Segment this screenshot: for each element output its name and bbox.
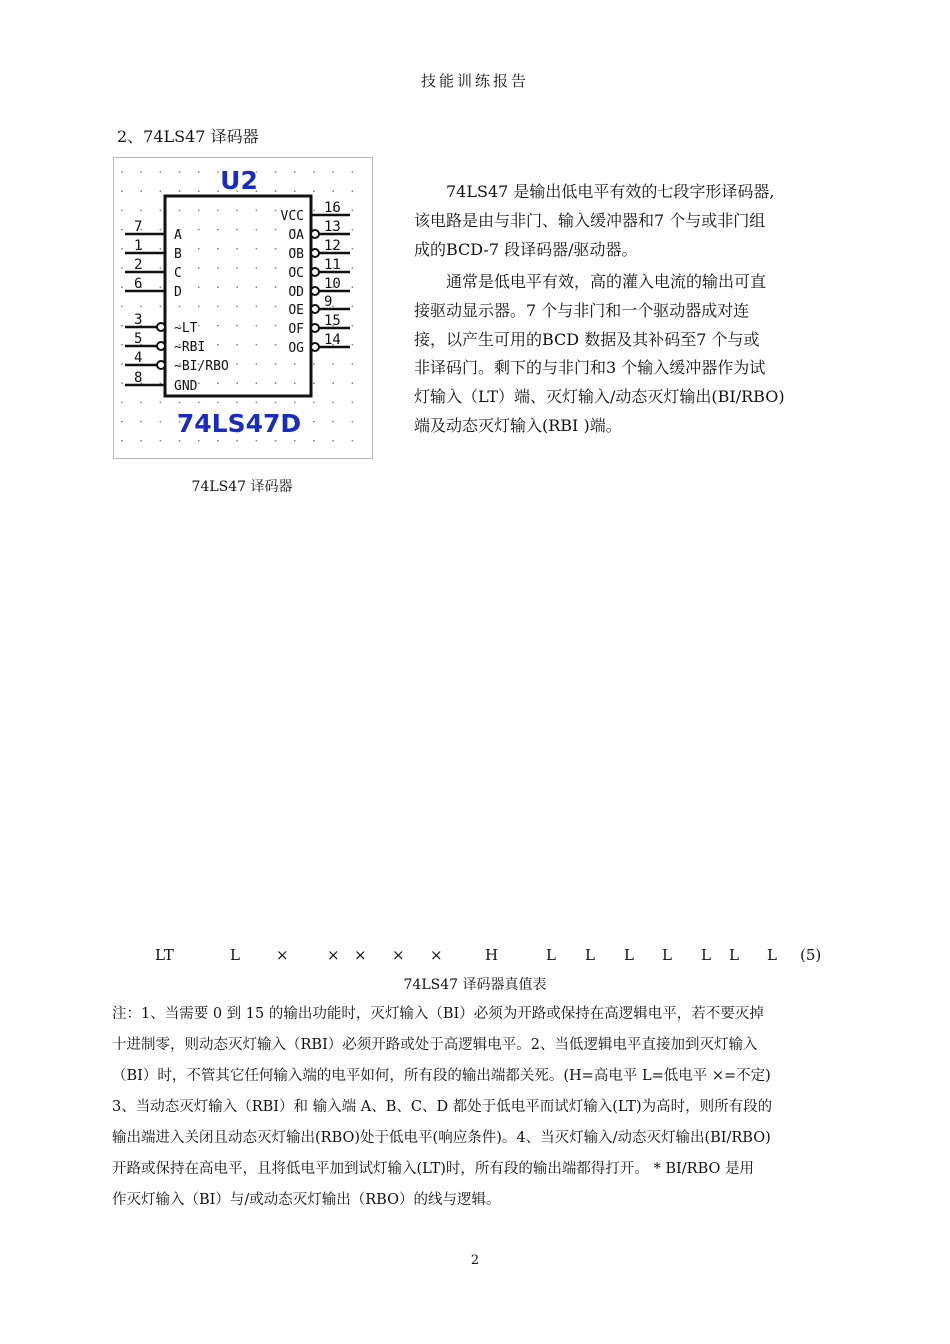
description-line: 接驱动显示器。7 个与非门和一个驱动器成对连: [414, 300, 750, 320]
grid-dot: [275, 402, 277, 404]
grid-dot: [256, 306, 258, 308]
grid-dot: [332, 363, 334, 365]
grid-dot: [198, 306, 200, 308]
grid-dot: [121, 344, 123, 346]
pin-label: ~RBI: [174, 340, 206, 355]
figure-caption: 74LS47 译码器: [191, 479, 293, 495]
grid-dot: [217, 210, 219, 212]
ic-part-number-label: 74LS47D: [176, 409, 302, 438]
grid-dot: [121, 267, 123, 269]
inversion-bubble: [311, 343, 319, 351]
grid-dot: [179, 402, 181, 404]
pin-label: OC: [288, 266, 304, 281]
description-line: 灯输入（LT）端、灭灯输入/动态灭灯输出(BI/RBO): [414, 387, 785, 407]
grid-dot: [256, 440, 258, 442]
grid-dot: [121, 190, 123, 192]
pin-label: C: [174, 266, 182, 281]
inversion-bubble: [157, 361, 165, 369]
grid-dot: [160, 440, 162, 442]
description-paragraph-2: [414, 268, 844, 441]
grid-dot: [217, 344, 219, 346]
grid-dot: [275, 440, 277, 442]
grid-dot: [352, 382, 354, 384]
pin-label: OB: [288, 247, 304, 262]
notes-line: （BI）时，不管其它任何输入端的电平如何，所有段的输出端都关死。(H=高电平 L=低电平 ×=不定): [112, 1068, 771, 1084]
grid-dot: [275, 306, 277, 308]
notes-line: 3、当动态灭灯输入（RBI）和 输入端 A、B、C、D 都处于低电平而试灯输入(LT)为高时，则所有段的: [112, 1099, 773, 1115]
pin-label: OE: [288, 303, 304, 318]
pin-label: ~LT: [174, 321, 198, 336]
grid-dot: [332, 440, 334, 442]
grid-dot: [332, 171, 334, 173]
pin-number: 10: [324, 276, 341, 292]
grid-dot: [256, 402, 258, 404]
grid-dot: [352, 267, 354, 269]
grid-dot: [275, 325, 277, 327]
pin-number: 11: [324, 257, 341, 273]
grid-dot: [294, 382, 296, 384]
grid-dot: [198, 382, 200, 384]
grid-dot: [140, 306, 142, 308]
grid-dot: [275, 229, 277, 231]
grid-dot: [121, 421, 123, 423]
grid-dot: [352, 210, 354, 212]
grid-dot: [179, 306, 181, 308]
grid-dot: [275, 286, 277, 288]
grid-dot: [236, 286, 238, 288]
grid-dot: [217, 402, 219, 404]
grid-dot: [198, 248, 200, 250]
grid-dot: [160, 421, 162, 423]
grid-dot: [352, 190, 354, 192]
grid-dot: [160, 210, 162, 212]
grid-dot: [217, 171, 219, 173]
grid-dot: [160, 248, 162, 250]
grid-dot: [160, 267, 162, 269]
grid-dot: [236, 402, 238, 404]
truth-table-cell: L: [729, 946, 739, 964]
grid-dot: [121, 171, 123, 173]
grid-dot: [236, 248, 238, 250]
description-line: 端及动态灭灯输入(RBI )端。: [414, 415, 622, 435]
grid-dot: [352, 248, 354, 250]
grid-dot: [236, 363, 238, 365]
grid-dot: [256, 248, 258, 250]
grid-dot: [236, 267, 238, 269]
pin-number: 5: [134, 331, 143, 347]
grid-dot: [256, 363, 258, 365]
grid-dot: [217, 190, 219, 192]
truth-table-cell: L: [701, 946, 711, 964]
pin-number: 6: [134, 276, 143, 292]
grid-dot: [160, 229, 162, 231]
grid-dot: [236, 382, 238, 384]
grid-dot: [332, 421, 334, 423]
grid-dot: [275, 248, 277, 250]
truth-table-cell: (5): [800, 946, 822, 964]
pin-number: 13: [324, 219, 341, 235]
grid-dot: [198, 440, 200, 442]
grid-dot: [352, 286, 354, 288]
grid-dot: [256, 325, 258, 327]
inversion-bubble: [311, 249, 319, 257]
pin-label: A: [174, 228, 182, 243]
grid-dot: [217, 382, 219, 384]
grid-dot: [236, 325, 238, 327]
grid-dot: [352, 363, 354, 365]
grid-dot: [294, 402, 296, 404]
grid-dot: [121, 440, 123, 442]
grid-dot: [275, 210, 277, 212]
truth-table-cell: H: [485, 946, 499, 964]
grid-dot: [198, 325, 200, 327]
pin-number: 9: [324, 294, 333, 310]
grid-dot: [313, 440, 315, 442]
truth-table-cell: LT: [155, 946, 174, 964]
grid-dot: [121, 363, 123, 365]
grid-dot: [294, 363, 296, 365]
pin-label: GND: [174, 379, 198, 394]
grid-dot: [236, 440, 238, 442]
grid-dot: [198, 190, 200, 192]
notes-line: 十进制零，则动态灭灯输入（RBI）必须开路或处于高逻辑电平。2、当低逻辑电平直接加到灭灯输入: [112, 1037, 758, 1053]
description-line: 非译码门。剩下的与非门和3 个输入缓冲器作为试: [414, 358, 766, 378]
inversion-bubble: [311, 230, 319, 238]
grid-dot: [256, 382, 258, 384]
truth-table-cell: ×: [392, 946, 405, 964]
grid-dot: [179, 190, 181, 192]
grid-dot: [275, 344, 277, 346]
grid-dot: [256, 229, 258, 231]
grid-dot: [236, 210, 238, 212]
truth-table-cell: ×: [327, 946, 340, 964]
grid-dot: [217, 325, 219, 327]
pin-label: OA: [288, 228, 304, 243]
grid-dot: [121, 229, 123, 231]
pin-number: 16: [324, 200, 341, 216]
truth-table-cell: L: [624, 946, 634, 964]
grid-dot: [313, 382, 315, 384]
ic-schematic-figure: [113, 157, 373, 459]
truth-table-cell: L: [546, 946, 556, 964]
page-number: 2: [470, 1253, 480, 1268]
pin-label: VCC: [280, 209, 304, 224]
inversion-bubble: [311, 305, 319, 313]
grid-dot: [313, 210, 315, 212]
grid-dot: [198, 402, 200, 404]
pin-label: OD: [288, 285, 304, 300]
grid-dot: [121, 248, 123, 250]
truth-table-cell: L: [230, 946, 240, 964]
grid-dot: [198, 210, 200, 212]
grid-dot: [217, 286, 219, 288]
grid-dot: [313, 171, 315, 173]
inversion-bubble: [311, 324, 319, 332]
description-line: 74LS47 是输出低电平有效的七段字形译码器,: [446, 182, 775, 201]
grid-dot: [217, 267, 219, 269]
grid-dot: [236, 306, 238, 308]
grid-dot: [179, 210, 181, 212]
grid-dot: [294, 190, 296, 192]
grid-dot: [121, 382, 123, 384]
pin-number: 4: [134, 350, 143, 366]
grid-dot: [217, 306, 219, 308]
grid-dot: [121, 286, 123, 288]
description-line: 通常是低电平有效，高的灌入电流的输出可直: [446, 272, 767, 291]
truth-table-cell: ×: [354, 946, 367, 964]
pin-label: B: [174, 247, 182, 262]
grid-dot: [352, 440, 354, 442]
pin-number: 1: [134, 238, 143, 254]
pin-label: ~BI/RBO: [174, 359, 229, 374]
grid-dot: [140, 440, 142, 442]
grid-dot: [352, 402, 354, 404]
grid-dot: [256, 344, 258, 346]
pin-label: D: [174, 285, 182, 300]
grid-dot: [256, 210, 258, 212]
grid-dot: [294, 440, 296, 442]
grid-dot: [332, 382, 334, 384]
grid-dot: [352, 421, 354, 423]
grid-dot: [352, 171, 354, 173]
grid-dot: [160, 286, 162, 288]
grid-dot: [332, 306, 334, 308]
grid-dot: [121, 325, 123, 327]
description-line: 该电路是由与非门、输入缓冲器和7 个与或非门组: [414, 210, 766, 230]
grid-dot: [352, 325, 354, 327]
notes-line: 开路或保持在高电平，且将低电平加到试灯输入(LT)时，所有段的输出端都得打开。 * BI/RBO 是用: [112, 1161, 755, 1177]
grid-dot: [198, 286, 200, 288]
grid-dot: [352, 344, 354, 346]
grid-dot: [294, 171, 296, 173]
grid-dot: [179, 440, 181, 442]
grid-dot: [275, 267, 277, 269]
grid-dot: [140, 402, 142, 404]
grid-dot: [140, 171, 142, 173]
grid-dot: [275, 190, 277, 192]
grid-dot: [313, 363, 315, 365]
grid-dot: [275, 363, 277, 365]
pin-number: 12: [324, 238, 341, 254]
inversion-bubble: [311, 287, 319, 295]
pin-label: OG: [288, 341, 304, 356]
pin-label: OF: [288, 322, 304, 337]
grid-dot: [198, 171, 200, 173]
inversion-bubble: [311, 268, 319, 276]
truth-table-cell: L: [767, 946, 777, 964]
grid-dot: [198, 267, 200, 269]
grid-dot: [160, 306, 162, 308]
grid-dot: [160, 171, 162, 173]
pin-number: 2: [134, 257, 143, 273]
grid-dot: [352, 306, 354, 308]
truth-table-cell: L: [585, 946, 595, 964]
grid-dot: [275, 171, 277, 173]
grid-dot: [121, 210, 123, 212]
grid-dot: [140, 190, 142, 192]
description-line: 接，以产生可用的BCD 数据及其补码至7 个与或: [414, 329, 760, 349]
grid-dot: [217, 248, 219, 250]
grid-dot: [332, 402, 334, 404]
grid-dot: [198, 229, 200, 231]
notes-block: [112, 999, 852, 1216]
description-line: 成的BCD-7 段译码器/驱动器。: [414, 239, 638, 259]
grid-dot: [121, 306, 123, 308]
grid-dot: [275, 382, 277, 384]
grid-dot: [160, 190, 162, 192]
grid-dot: [217, 440, 219, 442]
page-header-title: 技能训练报告: [420, 72, 529, 90]
grid-dot: [313, 402, 315, 404]
pin-number: 3: [134, 312, 143, 328]
grid-dot: [217, 229, 219, 231]
pin-number: 15: [324, 313, 341, 329]
grid-dot: [313, 190, 315, 192]
ic-schematic-drawing: [114, 158, 372, 458]
description-paragraph-1: [414, 178, 844, 264]
grid-dot: [140, 210, 142, 212]
truth-table-cell: ×: [430, 946, 443, 964]
grid-dot: [236, 344, 238, 346]
grid-dot: [256, 286, 258, 288]
truth-table-cell: L: [662, 946, 672, 964]
pin-number: 14: [324, 332, 341, 348]
notes-line: 作灭灯输入（BI）与/或动态灭灯输出（RBO）的线与逻辑。: [112, 1192, 501, 1208]
inversion-bubble: [157, 323, 165, 331]
notes-line: 输出端进入关闭且动态灭灯输出(RBO)处于低电平(响应条件)。4、当灭灯输入/动态灭灯输出(BI/RBO): [112, 1130, 771, 1146]
grid-dot: [332, 190, 334, 192]
grid-dot: [352, 229, 354, 231]
section-heading: 2、74LS47 译码器: [117, 127, 259, 146]
grid-dot: [313, 421, 315, 423]
ic-reference-label: U2: [220, 166, 258, 195]
grid-dot: [121, 402, 123, 404]
notes-line: 注：1、当需要 0 到 15 的输出功能时，灭灯输入（BI）必须为开路或保持在高逻辑电平，若不要灭掉: [112, 1006, 764, 1022]
grid-dot: [236, 229, 238, 231]
grid-dot: [179, 171, 181, 173]
grid-dot: [140, 421, 142, 423]
truth-table-caption: 74LS47 译码器真值表: [403, 977, 547, 993]
inversion-bubble: [157, 342, 165, 350]
grid-dot: [256, 267, 258, 269]
truth-table-cell: ×: [276, 946, 289, 964]
grid-dot: [160, 402, 162, 404]
pin-number: 7: [134, 219, 143, 235]
pin-number: 8: [134, 370, 143, 386]
